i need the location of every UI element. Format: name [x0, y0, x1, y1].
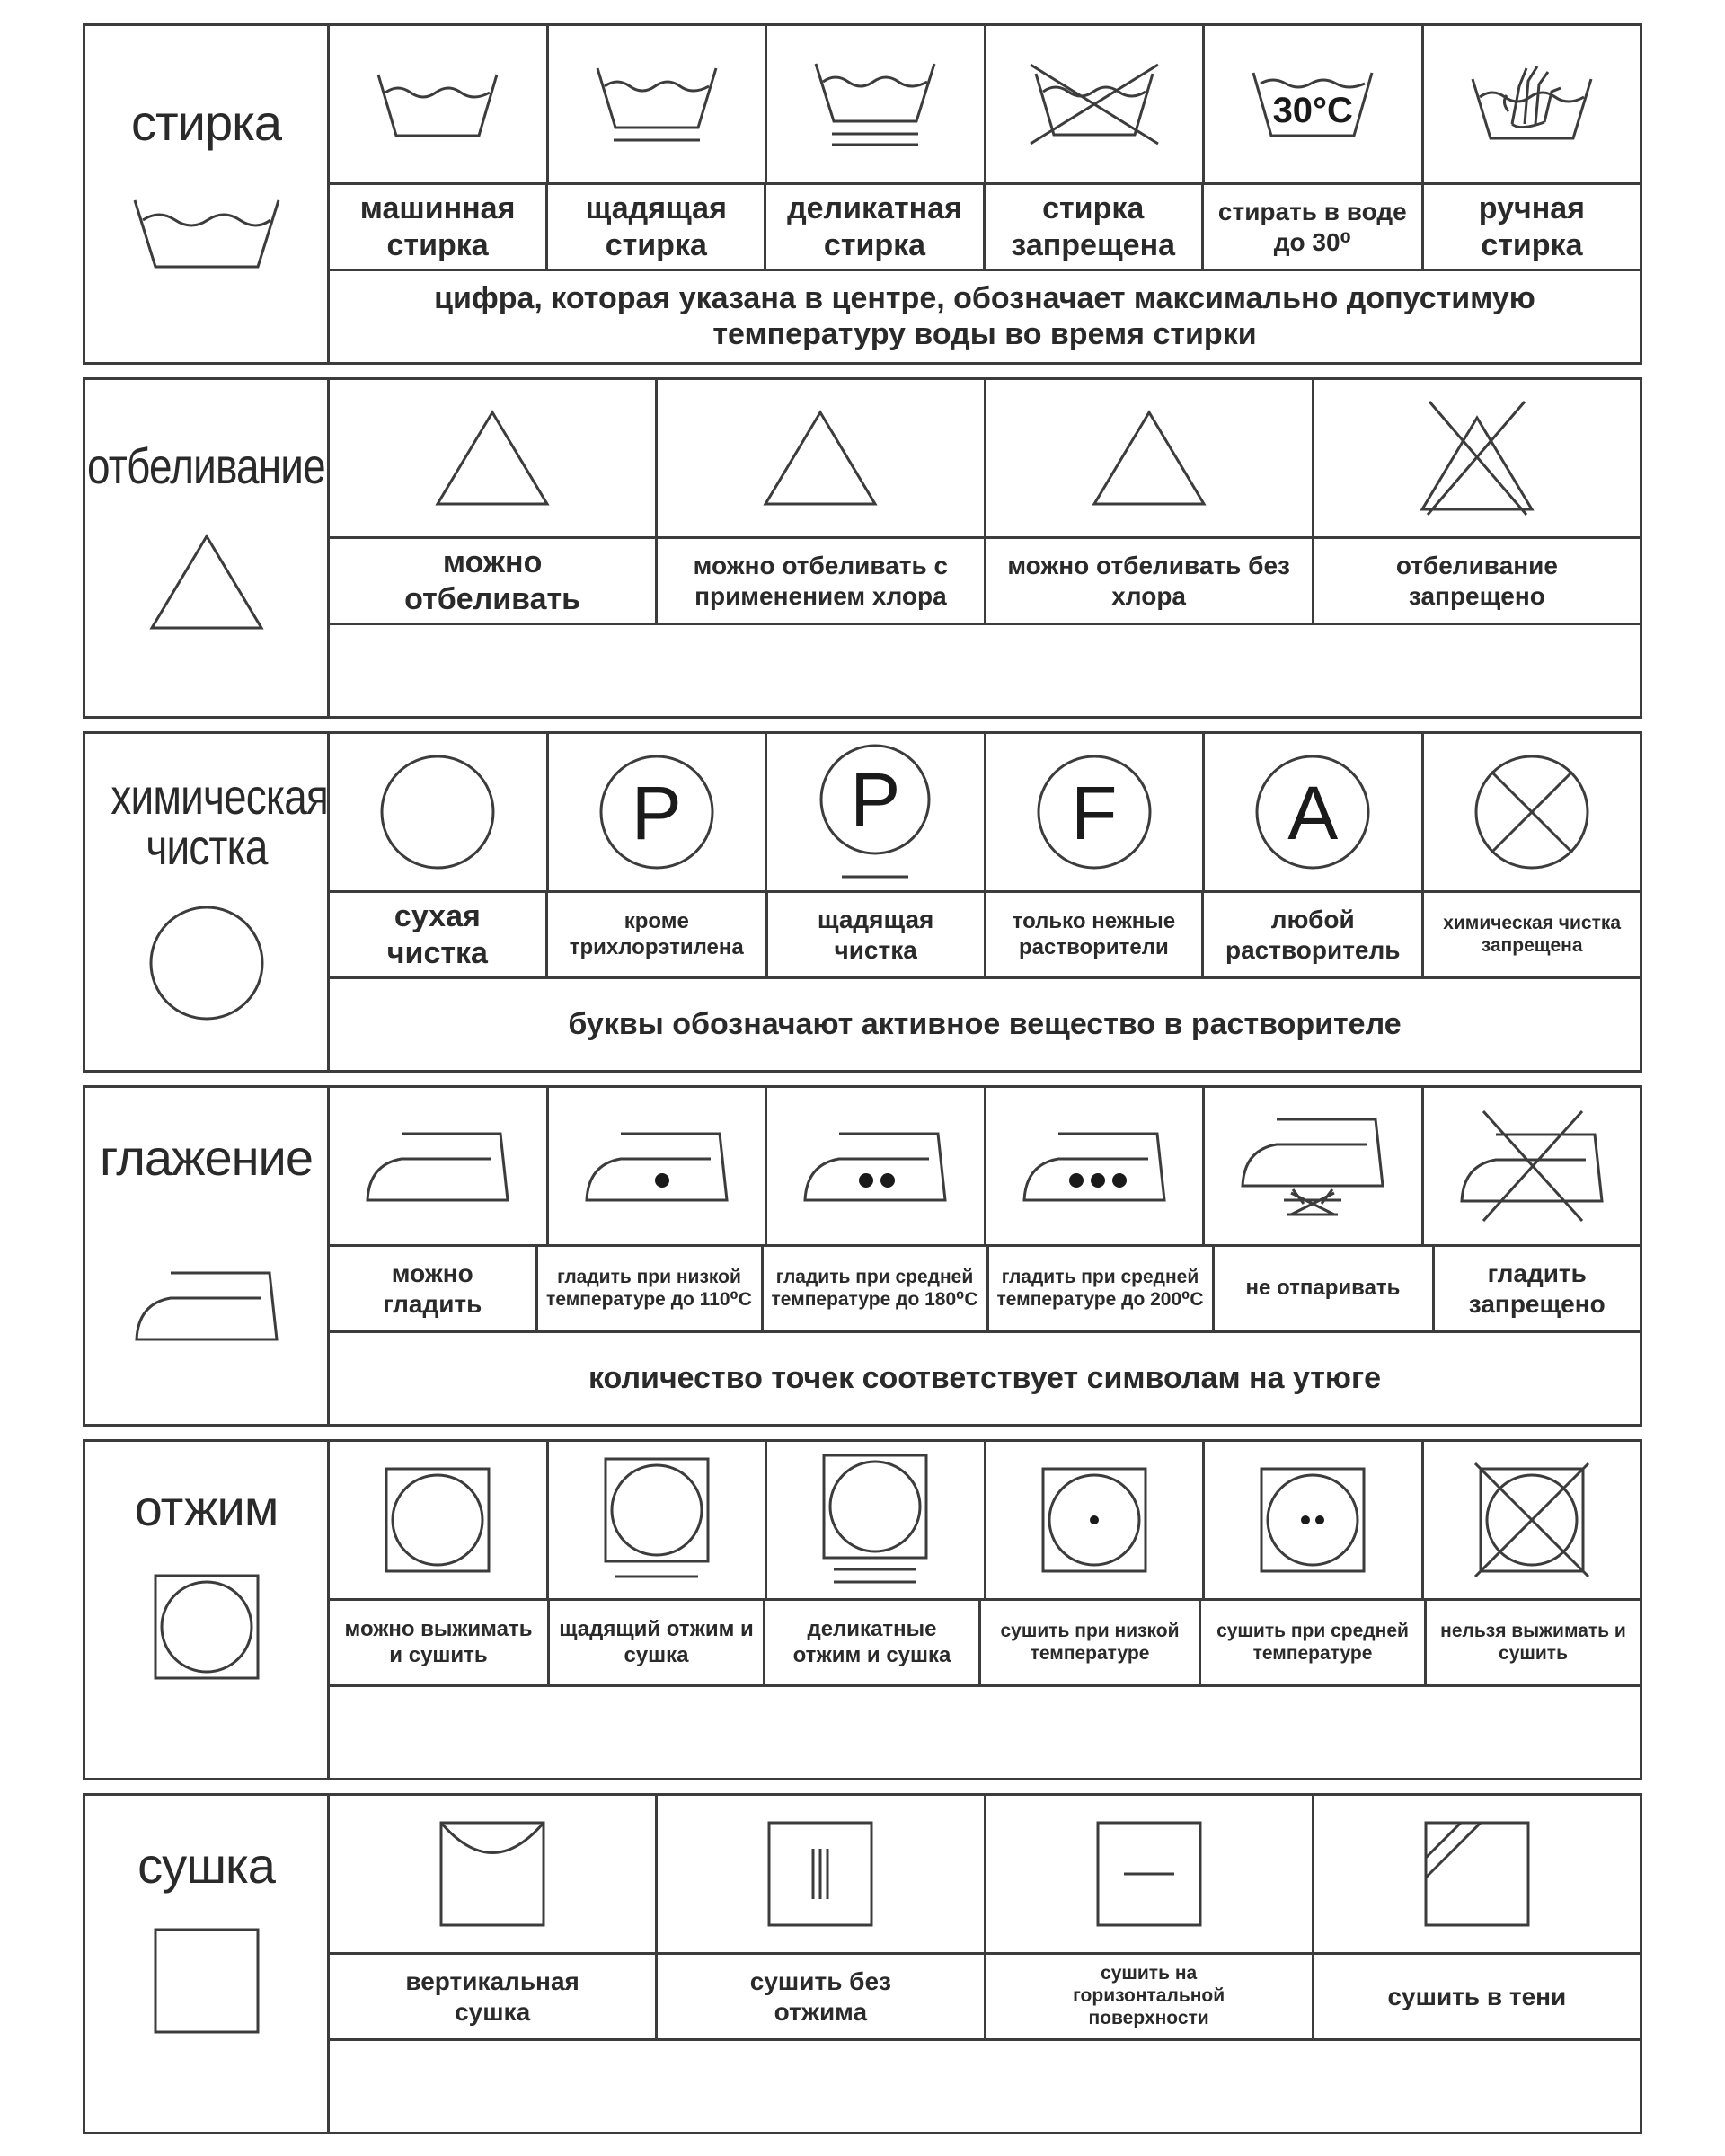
delicate-spin-cell [767, 1442, 986, 1598]
triangle-icon [1089, 407, 1209, 509]
dry-clean-f-cell [986, 734, 1206, 890]
no-dry-clean-label: химическая чистка запрещена [1443, 912, 1622, 956]
washing-side [85, 26, 330, 362]
delicate-wash-label: деликатная стирка [787, 191, 962, 262]
washtub-icon [130, 184, 283, 274]
machine-wash-cell [330, 26, 549, 182]
drycleaning-labels-row [330, 893, 1640, 979]
square-icon [153, 1927, 261, 2035]
bleach-ok-label: можно отбеливать [404, 545, 581, 616]
no-steam-icon [1241, 1114, 1384, 1218]
drip-dry-label: сушить без отжима [749, 1967, 891, 2026]
no-iron-icon [1460, 1108, 1604, 1224]
spin-ok-label: можно выжимать и сушить [344, 1617, 533, 1667]
circle-letter: P [631, 771, 682, 855]
drip-dry-icon [766, 1820, 874, 1928]
bleaching-note [330, 625, 1640, 716]
dry-low-label: сушить при низкой температуре [1000, 1620, 1180, 1664]
triangle-icon [146, 531, 267, 633]
spinning-note [330, 1687, 1640, 1778]
no-spin-label: нельзя выжимать и сушить [1440, 1620, 1626, 1664]
line-dry-icon [438, 1820, 546, 1928]
tumble-dry-delicate-icon [821, 1453, 929, 1587]
iron-high-label: гладить при средней температуре до 200⁰С [996, 1266, 1204, 1310]
drycleaning-title: химическая чистка [110, 768, 328, 875]
drying-note [330, 2041, 1640, 2132]
tumble-dry-one-dot-icon [1040, 1466, 1148, 1574]
delicate-spin-label: деликатные отжим и сушка [792, 1617, 951, 1667]
machine-wash-icon [375, 66, 500, 143]
triangle-icon [760, 407, 880, 509]
spinning-title: отжим [134, 1480, 279, 1536]
gentle-dry-clean-cell [767, 734, 986, 890]
circle-letter: P [850, 757, 901, 842]
dry-clean-cell [330, 734, 549, 890]
triangle-icon [432, 407, 553, 509]
spinning-section [83, 1439, 1642, 1780]
dry-low-cell [986, 1442, 1206, 1598]
ironing-labels-row [330, 1247, 1640, 1333]
shade-dry-icon [1423, 1820, 1531, 1928]
dry-clean-label: сухая чистка [386, 899, 488, 970]
washing-section [83, 23, 1642, 365]
washing-grid [330, 26, 1640, 362]
no-tumble-dry-icon [1472, 1460, 1592, 1580]
ironing-title: глажение [100, 1129, 313, 1186]
no-steam-label: не отпаривать [1245, 1276, 1401, 1301]
no-wash-label: стирка запрещена [1011, 191, 1176, 262]
dry-medium-label: сушить при средней температуре [1216, 1620, 1409, 1664]
bleaching-title: отбеливание [87, 437, 325, 494]
drycleaning-grid [330, 734, 1640, 1070]
iron-icon [135, 1268, 279, 1343]
no-dry-clean-cell [1424, 734, 1641, 890]
drying-labels-row [330, 1955, 1640, 2041]
no-bleach-icon [1417, 398, 1537, 518]
spinning-side [85, 1442, 330, 1778]
bleach-chlorine-label: можно отбеливать с применением хлора [693, 552, 949, 610]
bleaching-icons-row [330, 380, 1640, 539]
spinning-icons-row [330, 1442, 1640, 1601]
spinning-labels-row [330, 1601, 1640, 1687]
dry-medium-cell [1205, 1442, 1424, 1598]
delicate-wash-icon [812, 55, 938, 154]
no-iron-label: гладить запрещено [1468, 1259, 1606, 1318]
washing-title: стирка [131, 94, 281, 151]
no-wash-cell [986, 26, 1206, 182]
dry-clean-p-label: кроме трихлорэтилена [569, 909, 744, 959]
no-bleach-label: отбеливание запрещено [1395, 552, 1558, 610]
flat-dry-label: сушить на горизонтальной поверхности [1073, 1963, 1225, 2028]
iron-medium-label: гладить при средней температуре до 180⁰С [771, 1266, 978, 1310]
iron-ok-label: можно гладить [383, 1259, 482, 1318]
drycleaning-section [83, 731, 1642, 1073]
bleach-no-chlorine-cell [986, 380, 1314, 536]
dry-clean-p-cell [549, 734, 768, 890]
circle-p-underline-icon [815, 742, 935, 882]
hand-wash-icon [1469, 61, 1595, 147]
circle-icon [146, 903, 267, 1023]
tumble-dry-gentle-icon [603, 1456, 711, 1584]
circle-letter: F [1071, 771, 1118, 855]
machine-wash-label: машинная стирка [359, 191, 516, 262]
iron-icon [366, 1128, 509, 1204]
wash-30-label: стирать в воде до 30⁰ [1217, 198, 1407, 256]
circle-f-icon [1034, 752, 1154, 872]
no-dry-clean-icon [1472, 752, 1592, 872]
circle-icon [377, 752, 498, 872]
hand-wash-label: ручная стирка [1478, 191, 1586, 262]
circle-letter: A [1287, 771, 1339, 855]
gentle-dry-clean-label: щадящая чистка [817, 906, 934, 964]
ironing-side [85, 1088, 330, 1424]
drycleaning-note: буквы обозначают активное вещество в растворителе [568, 1006, 1402, 1041]
gentle-wash-icon [594, 59, 720, 149]
gentle-wash-cell [549, 26, 768, 182]
flat-dry-icon [1095, 1820, 1203, 1928]
drip-dry-cell [658, 1796, 986, 1952]
wash-30-text: 30°C [1272, 91, 1353, 130]
gentle-wash-label: щадящая стирка [585, 191, 727, 262]
iron-one-dot-icon [585, 1128, 729, 1204]
line-dry-label: вертикальная сушка [405, 1967, 579, 2026]
ironing-section [83, 1085, 1642, 1427]
iron-high-cell [986, 1088, 1206, 1244]
no-steam-cell [1205, 1088, 1424, 1244]
dry-clean-f-label: только нежные растворители [1012, 909, 1176, 959]
bleach-ok-cell [330, 380, 658, 536]
bleaching-grid [330, 380, 1640, 716]
drying-grid [330, 1796, 1640, 2132]
circle-p-icon [597, 752, 717, 872]
wash-30-icon [1250, 64, 1376, 145]
bleach-chlorine-cell [658, 380, 986, 536]
circle-a-icon [1252, 752, 1373, 872]
dry-clean-a-cell [1205, 734, 1424, 890]
spinning-grid [330, 1442, 1640, 1778]
iron-low-cell [549, 1088, 768, 1244]
drying-title: сушка [137, 1837, 275, 1894]
wash-30-cell [1205, 26, 1424, 182]
flat-dry-cell [986, 1796, 1314, 1952]
no-spin-cell [1424, 1442, 1641, 1598]
ironing-note: количество точек соответствует символам на утюге [588, 1360, 1382, 1395]
dry-clean-a-label: любой растворитель [1225, 906, 1401, 964]
no-wash-icon [1027, 61, 1162, 147]
drycleaning-side [85, 734, 330, 1070]
line-dry-cell [330, 1796, 658, 1952]
bleaching-side [85, 380, 330, 716]
tumble-dry-two-dots-icon [1259, 1466, 1367, 1574]
no-iron-cell [1424, 1088, 1641, 1244]
tumble-dry-icon [384, 1466, 491, 1574]
drying-side [85, 1796, 330, 2132]
bleach-no-chlorine-label: можно отбеливать без хлора [1007, 552, 1290, 610]
iron-ok-cell [330, 1088, 549, 1244]
drying-icons-row [330, 1796, 1640, 1955]
iron-low-label: гладить при низкой температуре до 110⁰С [546, 1266, 752, 1310]
gentle-spin-cell [549, 1442, 768, 1598]
iron-three-dots-icon [1022, 1128, 1166, 1204]
washing-labels-row [330, 185, 1640, 271]
gentle-spin-label: щадящий отжим и сушка [559, 1617, 754, 1667]
drycleaning-icons-row [330, 734, 1640, 893]
ironing-grid [330, 1088, 1640, 1424]
bleaching-section [83, 377, 1642, 719]
ironing-icons-row [330, 1088, 1640, 1247]
no-bleach-cell [1314, 380, 1640, 536]
hand-wash-cell [1424, 26, 1641, 182]
drying-section [83, 1793, 1642, 2134]
shade-dry-cell [1314, 1796, 1640, 1952]
delicate-wash-cell [767, 26, 986, 182]
washing-icons-row [330, 26, 1640, 185]
iron-two-dots-icon [803, 1128, 947, 1204]
iron-medium-cell [767, 1088, 986, 1244]
tumble-dry-icon [153, 1573, 261, 1681]
shade-dry-label: сушить в тени [1387, 1982, 1567, 2010]
washing-note: цифра, которая указана в центре, обозначает максимально допустимую температуру воды во время стирки [434, 281, 1535, 351]
spin-ok-cell [330, 1442, 549, 1598]
bleaching-labels-row [330, 539, 1640, 625]
